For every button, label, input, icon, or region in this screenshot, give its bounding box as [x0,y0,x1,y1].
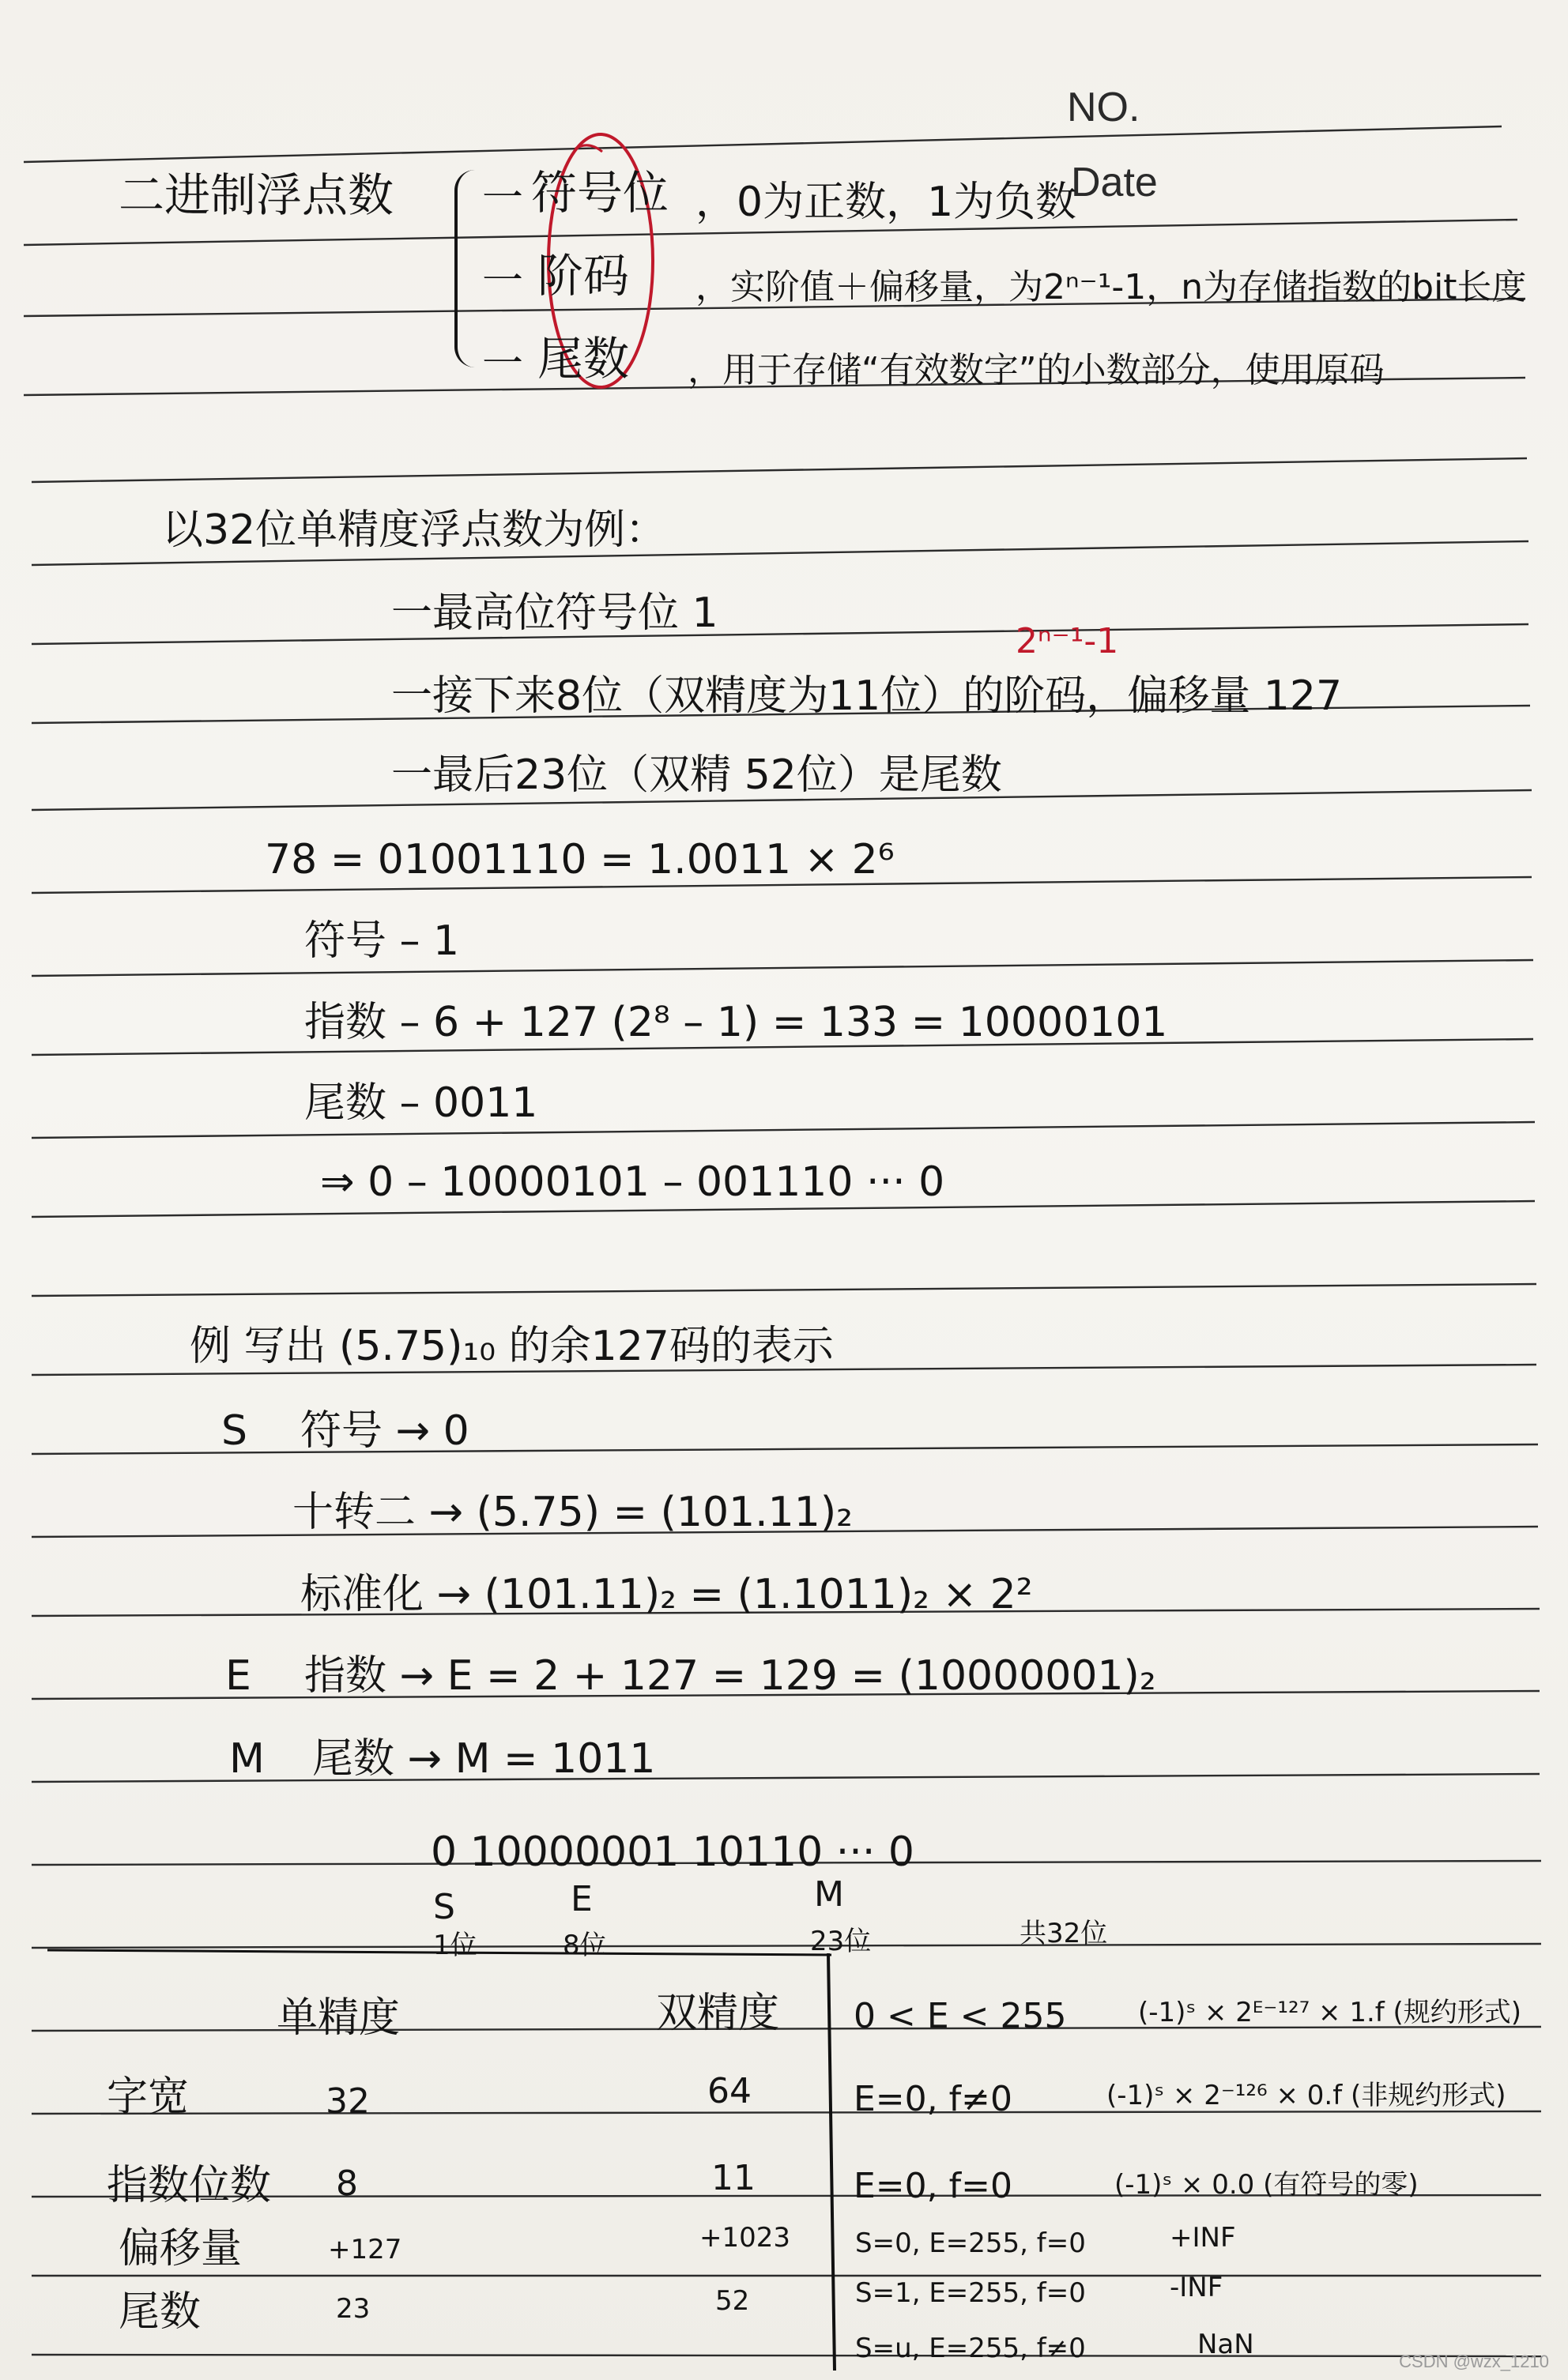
brace [454,170,478,367]
red-annotation: 2ⁿ⁻¹-1 [1016,621,1119,661]
table-row-label: 尾数 [119,2288,202,2336]
table-row-label: 偏移量 [119,2225,243,2273]
e-line: 指数 → E = 2 + 127 = 129 = (10000001)₂ [304,1652,1156,1700]
case-value: (-1)ˢ × 0.0 (有符号的零) [1114,2169,1419,2201]
m-line: 尾数 → M = 1011 [312,1735,656,1783]
case-condition: S=1, E=255, f=0 [855,2277,1086,2309]
table-cell: 32 [326,2081,370,2122]
table-row-label: 字宽 [107,2073,190,2121]
table-header-double: 双精度 [656,1990,780,2037]
case-value: (-1)ˢ × 2ᴱ⁻¹²⁷ × 1.f (规约形式) [1138,1997,1522,2028]
intro-desc-mantissa: ，用于存储“有效数字”的小数部分，使用原码 [688,350,1385,390]
table-cell: 23 [336,2293,371,2325]
case-value: +INF [1170,2222,1236,2254]
intro-term-mantissa: 尾数 [537,332,630,386]
no-label: NO. [1067,85,1140,130]
table-cell: 11 [711,2158,756,2198]
case-value: -INF [1170,2272,1223,2303]
conversion-line: 十转二 → (5.75) = (101.11)₂ [292,1489,853,1536]
intro-dash: 一 [482,175,524,222]
case-condition: E=0, f≠0 [854,2079,1012,2119]
table-row-label: 指数位数 [107,2162,272,2209]
table-cell: 52 [715,2285,750,2317]
bit-string: 0 10000001 10110 ··· 0 [431,1828,914,1876]
table-cell: +127 [328,2234,402,2265]
e-letter: E [225,1652,251,1700]
case-value: (-1)ˢ × 2⁻¹²⁶ × 0.f (非规约形式) [1106,2080,1506,2111]
intro-dash: 一 [482,341,524,388]
case-condition: E=0, f=0 [854,2166,1012,2206]
intro-term-exponent: 阶码 [537,249,630,303]
bit-label-m: M [814,1874,844,1915]
table-cell: +1023 [699,2222,791,2254]
intro-dash: 一 [482,258,524,305]
intro-desc-exponent: ，实阶值＋偏移量，为2ⁿ⁻¹-1，n为存储指数的bit长度 [695,267,1527,307]
single-item-1: 一最高位符号位 1 [391,589,718,637]
bit-label-s: S [433,1887,455,1927]
s-line: 符号 → 0 [300,1407,469,1455]
table-cell: 8 [336,2163,358,2204]
case-condition: S=0, E=255, f=0 [855,2227,1086,2259]
intro-title: 二进制浮点数 [119,168,394,222]
watermark: CSDN @wzx_1210 [1399,2352,1549,2371]
date-label: Date [1071,160,1158,205]
intro-term-sign: 符号位 [531,166,669,220]
bit-width-e: 8位 [563,1930,607,1961]
single-item-2: 一接下来8位（双精度为11位）的阶码，偏移量 127 [391,672,1343,720]
single-heading: 以32位单精度浮点数为例： [162,507,667,554]
table-header-single: 单精度 [277,1994,401,2042]
case-condition: S=u, E=255, f≠0 [855,2333,1086,2364]
case-condition: 0 < E < 255 [854,1996,1067,2036]
example-575-title: 例 写出 (5.75)₁₀ 的余127码的表示 [190,1323,834,1370]
bit-width-m: 23位 [810,1926,872,1957]
m-letter: M [229,1735,265,1783]
bit-width-s: 1位 [433,1930,477,1961]
bit-width-total: 共32位 [1020,1918,1108,1949]
case-value: NaN [1197,2329,1254,2360]
bit-label-e: E [571,1879,593,1919]
example-78-line: 78 = 01001110 = 1.0011 × 2⁶ [265,836,895,883]
example-78-sign: 符号 – 1 [304,917,460,965]
example-78-mantissa: 尾数 – 0011 [304,1079,538,1127]
intro-desc-sign: ，0为正数，1为负数 [695,179,1077,226]
example-78-exponent: 指数 – 6 + 127 (2⁸ – 1) = 133 = 10000101 [304,999,1168,1046]
table-cell: 64 [707,2071,752,2111]
normalize-line: 标准化 → (101.11)₂ = (1.1011)₂ × 2² [300,1571,1033,1618]
single-item-3: 一最后23位（双精 52位）是尾数 [391,751,1002,799]
example-78-result: ⇒ 0 – 10000101 – 001110 ··· 0 [320,1158,945,1206]
s-letter: S [221,1407,248,1455]
